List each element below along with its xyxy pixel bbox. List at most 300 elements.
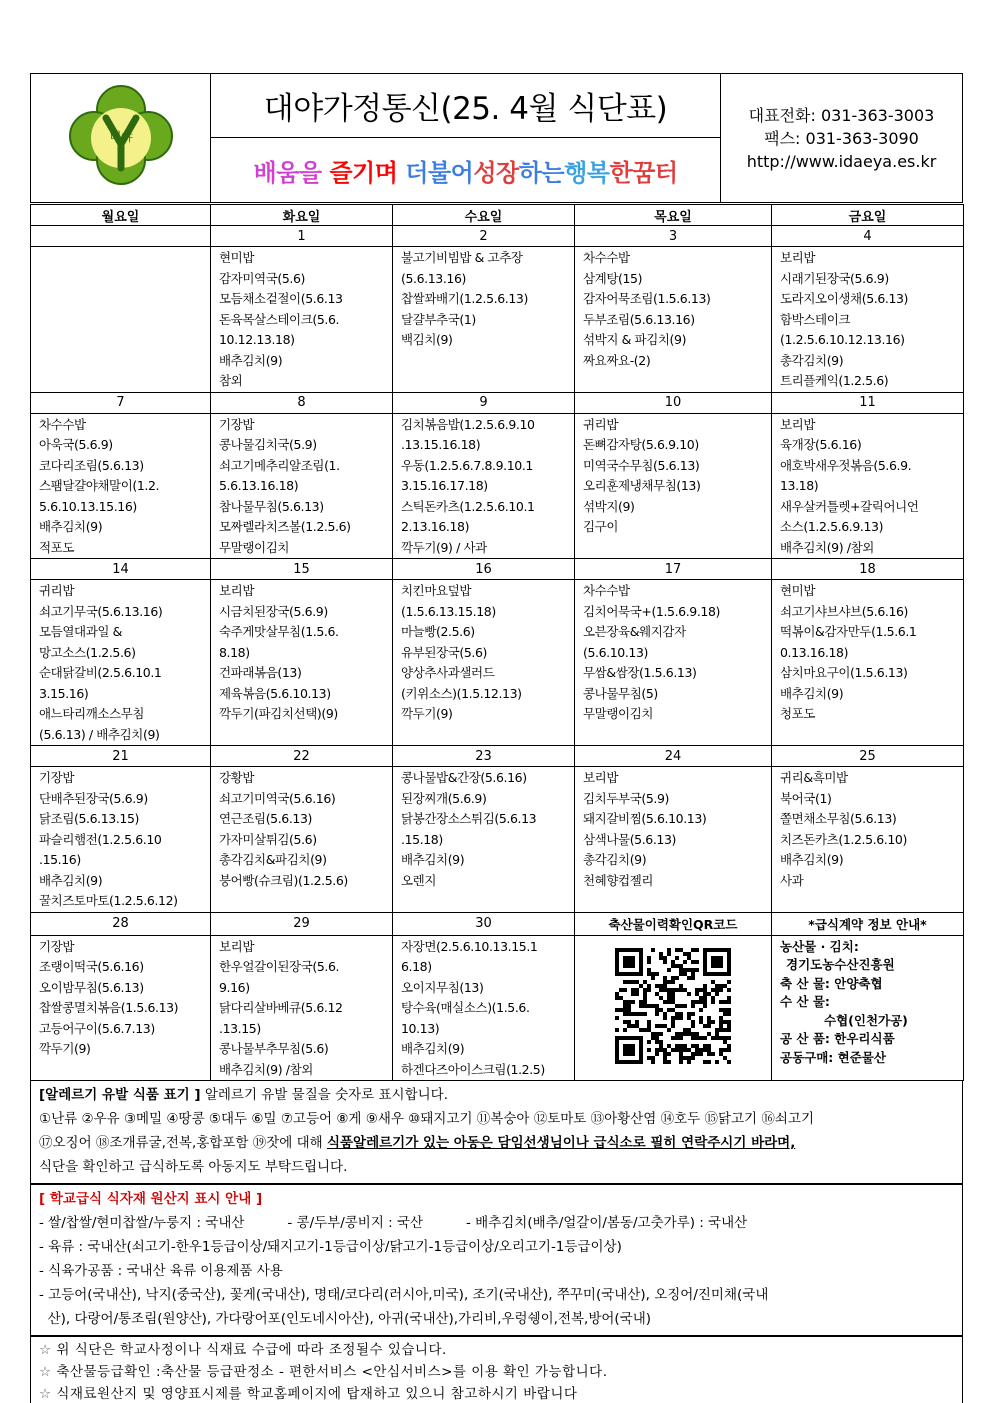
date-cell: 29 <box>211 912 393 935</box>
menu-cell <box>31 580 211 746</box>
date-cell: 8 <box>211 392 393 413</box>
menu-table <box>30 204 964 1081</box>
qr-module <box>675 976 679 980</box>
menu-item: 쇠고기메추리알조림(1. <box>219 457 340 473</box>
menu-item: 콩나물밥&간장(5.6.16) <box>401 770 527 785</box>
menu-item: 김치어묵국+(1.5.6.9.18) <box>583 603 721 619</box>
menu-item: 무말랭이김치 <box>219 539 290 555</box>
qr-module <box>663 1012 667 1016</box>
menu-item: 돈뼈감자탕(5.6.9.10) <box>583 437 699 452</box>
date-cell: 23 <box>393 746 575 767</box>
menu-item: .15.18) <box>401 831 443 847</box>
qr-module <box>719 1016 723 1020</box>
qr-module <box>687 1016 691 1020</box>
menu-item: 감자미역국(5.6) <box>219 270 306 286</box>
qr-module <box>727 1020 731 1024</box>
menu-item: 10.12.13.18) <box>219 332 295 347</box>
motto-word: 더불어 <box>405 158 474 187</box>
qr-module <box>727 1048 731 1052</box>
qr-module <box>683 1056 687 1060</box>
menu-item: 망고소스(1.2.5.6) <box>39 644 136 660</box>
phone-number: 대표전화: 031-363-3003 <box>748 105 935 125</box>
menu-item: 차수수밥 <box>583 583 630 598</box>
qr-module <box>635 988 639 992</box>
qr-module <box>691 972 695 976</box>
star-icon: ☆ <box>39 1364 52 1380</box>
menu-item: 스틱돈카츠(1.2.5.6.10.1 <box>401 498 535 514</box>
star-icon: ☆ <box>39 1386 52 1402</box>
menu-item: 떡볶이&감자만두(1.5.6.1 <box>780 624 917 639</box>
menu-item: 오이밤무침(5.6.13) <box>39 979 144 995</box>
menu-cell <box>211 247 393 393</box>
qr-module <box>723 1036 727 1040</box>
menu-item: 무말랭이김치 <box>583 706 654 721</box>
qr-module <box>631 1000 635 1004</box>
menu-item: 배추김치(9) <box>401 852 465 867</box>
motto-word: 한 <box>609 158 633 187</box>
qr-module <box>627 1000 631 1004</box>
menu-item: 배추김치(9) /참외 <box>780 539 874 555</box>
qr-module <box>623 1012 627 1016</box>
qr-module <box>727 1012 731 1016</box>
qr-module <box>703 984 707 988</box>
qr-code-icon[interactable] <box>615 948 731 1064</box>
qr-module <box>643 996 647 1000</box>
menu-item: (키위소스)(1.5.12.13) <box>401 685 522 701</box>
qr-module <box>719 1028 723 1032</box>
motto-word: 배움을 <box>253 158 322 187</box>
qr-module <box>671 988 675 992</box>
menu-item: (1.5.6.13.15.18) <box>401 603 496 619</box>
qr-module <box>659 1008 663 1012</box>
qr-module <box>695 960 699 964</box>
qr-module <box>627 1004 631 1008</box>
supplier-line: 수 산 물: <box>780 994 830 1009</box>
menu-item: 섞박지(9) <box>583 498 635 514</box>
menu-item: 섞박지 & 파김치(9) <box>583 332 687 347</box>
menu-item: 참나물무침(5.6.13) <box>219 498 324 514</box>
svg-text:대야: 대야 <box>108 130 133 144</box>
qr-module <box>711 1036 715 1040</box>
qr-module <box>667 1044 671 1048</box>
qr-module <box>695 1036 699 1040</box>
qr-module <box>671 1020 675 1024</box>
qr-module <box>679 1060 683 1064</box>
date-cell: 25 <box>772 746 964 767</box>
menu-cell <box>211 767 393 913</box>
motto-word <box>397 156 405 184</box>
qr-module <box>703 1048 707 1052</box>
qr-module <box>663 980 667 984</box>
qr-module <box>679 1052 683 1056</box>
motto-word: 행복 <box>564 158 610 187</box>
menu-item: 5.6.10.13.15.16) <box>39 498 137 514</box>
menu-item: 쫄면채소무침(5.6.13) <box>780 811 897 826</box>
qr-module <box>667 1008 671 1012</box>
qr-module <box>639 1028 643 1032</box>
qr-module <box>647 984 651 988</box>
menu-item: 귀리밥 <box>39 583 75 598</box>
qr-module <box>623 1000 627 1004</box>
qr-module <box>727 1024 731 1028</box>
qr-module <box>623 1020 627 1024</box>
qr-module <box>647 972 651 976</box>
qr-module <box>695 1032 699 1036</box>
menu-item: 콩나물무침(5) <box>583 685 658 701</box>
qr-module <box>683 1044 687 1048</box>
menu-item: 스팸달걀야채말이(1.2. <box>39 478 160 493</box>
menu-item: 순대닭갈비(2.5.6.10.1 <box>39 665 162 680</box>
qr-module <box>719 1000 723 1004</box>
menu-item: (5.6.10.13) <box>583 644 648 660</box>
menu-item: 10.13) <box>401 1020 440 1036</box>
qr-module <box>675 1036 679 1040</box>
menu-cell <box>772 247 964 393</box>
menu-cell <box>575 767 772 913</box>
qr-module <box>723 1020 727 1024</box>
qr-module <box>647 1040 651 1044</box>
qr-module <box>707 1060 711 1064</box>
menu-item: 총각김치(9) <box>780 352 844 368</box>
qr-module <box>627 980 631 984</box>
qr-module <box>727 988 731 992</box>
menu-item: 천혜향컵젤리 <box>583 872 654 888</box>
menu-item: 3.15.16) <box>39 685 89 701</box>
qr-module <box>687 968 691 972</box>
qr-module <box>727 1008 731 1012</box>
menu-item: 모듬채소겉절이(5.6.13 <box>219 291 343 306</box>
qr-module <box>659 988 663 992</box>
qr-module <box>715 1032 719 1036</box>
qr-module <box>659 1032 663 1036</box>
qr-module <box>671 992 675 996</box>
menu-item: 건파래볶음(13) <box>219 665 302 680</box>
supplier-line: 축 산 물: 안양축협 <box>780 975 883 991</box>
qr-module <box>687 956 691 960</box>
menu-item: 새우살커틀렛+갈릭어니언 <box>780 498 919 514</box>
qr-module <box>667 1060 671 1064</box>
qr-module <box>663 960 667 964</box>
qr-module <box>647 1024 651 1028</box>
qr-module <box>687 1048 691 1052</box>
menu-item: 배추김치(9) <box>401 1041 465 1056</box>
menu-item: 보리밥 <box>780 250 816 265</box>
menu-item: 차수수밥 <box>39 416 86 432</box>
qr-module <box>711 1020 715 1024</box>
qr-module <box>667 1052 671 1056</box>
qr-module <box>679 988 683 992</box>
date-cell: 30 <box>393 912 575 935</box>
qr-module <box>647 968 651 972</box>
qr-module <box>687 992 691 996</box>
menu-item: 시금치된장국(5.6.9) <box>219 603 328 619</box>
school-logo-icon <box>66 84 176 192</box>
header <box>30 73 963 203</box>
menu-item: 기장밥 <box>39 938 75 954</box>
star-icon: ☆ <box>39 1342 52 1358</box>
menu-item: 단배추된장국(5.6.9) <box>39 790 148 806</box>
qr-module <box>659 952 663 956</box>
menu-item: 배추김치(9) <box>219 352 283 368</box>
menu-cell <box>772 767 964 913</box>
qr-module <box>671 960 675 964</box>
qr-module <box>619 1008 623 1012</box>
qr-module <box>691 968 695 972</box>
menu-item: 찹쌀콩멸치볶음(1.5.6.13) <box>39 1000 179 1015</box>
qr-module <box>643 1004 647 1008</box>
menu-cell <box>211 935 393 1081</box>
menu-item: 삼계탕(15) <box>583 270 643 286</box>
menu-cell <box>393 580 575 746</box>
menu-item: 적포도 <box>39 539 75 555</box>
qr-module <box>627 1012 631 1016</box>
qr-module <box>691 960 695 964</box>
menu-item: 현미밥 <box>780 583 816 598</box>
date-row <box>31 746 964 767</box>
motto-word: 꿈터 <box>632 158 678 187</box>
qr-module <box>679 1004 683 1008</box>
qr-module <box>675 1048 679 1052</box>
qr-module <box>679 1012 683 1016</box>
qr-module <box>691 1000 695 1004</box>
qr-module <box>643 980 647 984</box>
qr-module <box>671 1048 675 1052</box>
qr-module <box>723 1056 727 1060</box>
menu-item: 강황밥 <box>219 770 255 785</box>
menu-item: (1.2.5.6.10.12.13.16) <box>780 332 905 347</box>
qr-module <box>663 984 667 988</box>
qr-module <box>727 1044 731 1048</box>
date-row <box>31 226 964 247</box>
fax-number: 팩스: 031-363-3090 <box>764 128 919 148</box>
date-cell: 24 <box>575 746 772 767</box>
qr-module <box>687 1056 691 1060</box>
menu-item: 도라지오이생채(5.6.13) <box>780 291 909 306</box>
menu-item: 양상추사과샐러드 <box>401 665 495 680</box>
qr-module <box>715 992 719 996</box>
qr-module <box>639 1000 643 1004</box>
date-cell: 11 <box>772 392 964 413</box>
qr-module <box>683 960 687 964</box>
date-cell: 14 <box>31 559 211 580</box>
menu-item: 김구이 <box>583 519 619 534</box>
menu-cell <box>393 767 575 913</box>
qr-module <box>683 1048 687 1052</box>
qr-module <box>667 952 671 956</box>
qr-module <box>719 984 723 988</box>
menu-item: 우동(1.2.5.6.7.8.9.10.1 <box>401 457 533 473</box>
menu-item: 된장찌개(5.6.9) <box>401 790 487 806</box>
qr-module <box>635 992 639 996</box>
qr-module <box>699 1016 703 1020</box>
allergy-list-2: ⑰오징어 ⑱조개류굴,전복,홍합포함 ⑲잣에 대해 <box>39 1135 327 1151</box>
qr-module <box>651 1004 655 1008</box>
qr-module <box>719 988 723 992</box>
qr-module <box>663 988 667 992</box>
qr-module <box>719 1052 723 1056</box>
menu-item: 오븐장육&웨지감자 <box>583 624 686 639</box>
qr-module <box>655 1004 659 1008</box>
qr-module <box>727 996 731 1000</box>
qr-module <box>647 956 651 960</box>
qr-module <box>707 1020 711 1024</box>
menu-item: 찹쌀꽈배기(1.2.5.6.13) <box>401 291 528 306</box>
qr-module <box>703 1000 707 1004</box>
menu-item: 오렌지 <box>401 872 437 888</box>
qr-module <box>707 1044 711 1048</box>
qr-module <box>663 1016 667 1020</box>
qr-module <box>687 1060 691 1064</box>
qr-module <box>683 1004 687 1008</box>
qr-module <box>651 976 655 980</box>
qr-module <box>703 1044 707 1048</box>
qr-module <box>675 1012 679 1016</box>
qr-module <box>695 948 699 952</box>
qr-module <box>671 1008 675 1012</box>
qr-module <box>699 996 703 1000</box>
qr-module <box>631 1024 635 1028</box>
qr-module <box>719 1036 723 1040</box>
qr-module <box>643 1000 647 1004</box>
qr-module <box>659 1044 663 1048</box>
qr-module <box>675 1044 679 1048</box>
menu-item: 배추김치(9) <box>780 852 844 867</box>
qr-module <box>699 1008 703 1012</box>
logo-box <box>31 74 211 202</box>
school-url[interactable]: http://www.idaeya.es.kr <box>746 151 937 171</box>
qr-module <box>647 1048 651 1052</box>
menu-item: 닭봉간장소스튀김(5.6.13 <box>401 811 537 826</box>
qr-module <box>727 1036 731 1040</box>
menu-item: 달걀부추국(1) <box>401 311 476 327</box>
qr-code-cell[interactable] <box>575 935 772 1081</box>
qr-module <box>715 1060 719 1064</box>
qr-module <box>683 1032 687 1036</box>
menu-item: 돈육목살스테이크(5.6. <box>219 311 340 327</box>
menu-item: 13.18) <box>780 478 819 493</box>
menu-row <box>31 413 964 559</box>
qr-module <box>687 976 691 980</box>
qr-module <box>627 1024 631 1028</box>
menu-item: 미역국수무침(5.6.13) <box>583 457 700 473</box>
origin-section <box>30 1184 963 1336</box>
menu-cell <box>31 935 211 1081</box>
qr-module <box>659 996 663 1000</box>
date-cell: 18 <box>772 559 964 580</box>
qr-module <box>715 988 719 992</box>
menu-item: 고등어구이(5.6.7.13) <box>39 1020 155 1036</box>
qr-module <box>703 1024 707 1028</box>
qr-module <box>635 1012 639 1016</box>
qr-module <box>631 988 635 992</box>
qr-module <box>655 1008 659 1012</box>
menu-item: 현미밥 <box>219 250 255 265</box>
menu-item: 총각김치(9) <box>583 852 647 867</box>
menu-item: 하겐다즈아이스크림(1.2.5) <box>401 1061 545 1077</box>
qr-module <box>707 1016 711 1020</box>
qr-module <box>691 948 695 952</box>
qr-module <box>655 1032 659 1036</box>
qr-module <box>723 1048 727 1052</box>
menu-item: 육개장(5.6.16) <box>780 437 862 452</box>
qr-module <box>663 1052 667 1056</box>
date-cell: 1 <box>211 226 393 247</box>
menu-item: 애느타리깨소스무침 <box>39 706 145 721</box>
menu-item: 시래기된장국(5.6.9) <box>780 270 889 286</box>
menu-item: 기장밥 <box>219 416 255 432</box>
qr-module <box>655 1012 659 1016</box>
qr-module <box>703 988 707 992</box>
qr-module <box>723 1028 727 1032</box>
qr-module <box>691 1012 695 1016</box>
menu-item: .15.16) <box>39 852 81 867</box>
date-cell: 4 <box>772 226 964 247</box>
menu-item: 아욱국(5.6.9) <box>39 437 113 452</box>
qr-module <box>619 996 623 1000</box>
menu-item: 깍두기(9) / 사과 <box>401 539 487 555</box>
qr-module <box>663 976 667 980</box>
qr-module <box>627 1008 631 1012</box>
qr-module <box>727 1060 731 1064</box>
qr-module <box>615 1028 619 1032</box>
qr-module <box>711 988 715 992</box>
menu-item: 6.18) <box>401 959 432 974</box>
qr-module <box>691 1044 695 1048</box>
qr-module <box>703 1036 707 1040</box>
menu-item: 파슬리햄전(1.2.5.6.10 <box>39 831 162 847</box>
qr-module <box>651 972 655 976</box>
qr-module <box>711 1052 715 1056</box>
menu-item: 돼지갈비찜(5.6.10.13) <box>583 811 707 826</box>
qr-module <box>695 1000 699 1004</box>
qr-module <box>671 1016 675 1020</box>
qr-module <box>679 1048 683 1052</box>
menu-item: 보리밥 <box>583 770 619 785</box>
qr-module <box>703 996 707 1000</box>
menu-cell <box>575 247 772 393</box>
qr-module <box>663 1056 667 1060</box>
qr-module <box>647 960 651 964</box>
date-cell: 9 <box>393 392 575 413</box>
menu-cell <box>393 935 575 1081</box>
allergy-warning: 식품알레르기가 있는 아동은 담임선생님이나 급식소로 필히 연락주시기 바라며, <box>326 1135 796 1151</box>
date-row <box>31 392 964 413</box>
qr-module <box>623 956 635 968</box>
qr-module <box>635 1020 639 1024</box>
qr-module <box>635 1024 639 1028</box>
qr-module <box>631 992 635 996</box>
qr-module <box>695 988 699 992</box>
qr-module <box>711 1000 715 1004</box>
qr-module <box>663 1000 667 1004</box>
qr-module <box>639 1004 643 1008</box>
qr-module <box>707 1052 711 1056</box>
qr-module <box>667 1000 671 1004</box>
qr-module <box>695 992 699 996</box>
qr-module <box>695 968 699 972</box>
qr-module <box>675 948 679 952</box>
origin-line: - 육류 : 국내산(쇠고기-한우1등급이상/돼지고기-1등급이상/닭고기-1등급이상/오리고기-1등급이상) <box>39 1239 622 1255</box>
menu-cell <box>393 413 575 559</box>
qr-module <box>723 1012 727 1016</box>
qr-module <box>707 1032 711 1036</box>
qr-module <box>667 968 671 972</box>
menu-cell <box>772 413 964 559</box>
note-item: ☆ 식재료원산지 및 영양표시제를 학교홈페이지에 탑재하고 있으니 참고하시기 바랍니다 <box>39 1386 578 1402</box>
qr-module <box>659 1024 663 1028</box>
qr-module <box>691 1036 695 1040</box>
qr-module <box>655 1024 659 1028</box>
